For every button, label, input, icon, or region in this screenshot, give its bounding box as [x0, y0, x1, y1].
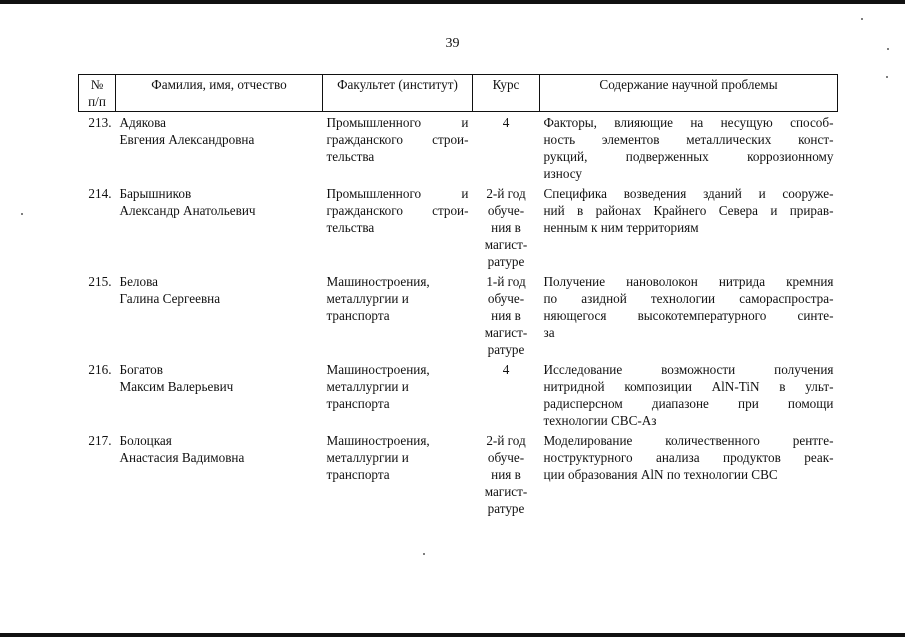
problem-description-line: Получение нановолокон нитрида кремния — [543, 274, 834, 289]
row-number — [79, 183, 116, 271]
course-line: обуче- — [487, 203, 525, 218]
problem-description-line: за — [543, 325, 555, 340]
table-row — [79, 271, 838, 359]
problem-description-line: Факторы, влияющие на несущую способ- — [543, 115, 834, 130]
faculty-line: металлургии и — [326, 379, 409, 394]
course-line: 4 — [502, 115, 510, 130]
problem-description-line: ненным к ним территориям — [543, 220, 699, 235]
course-line: обуче- — [487, 450, 525, 465]
course-line: магист- — [484, 325, 528, 340]
faculty-line: гражданского строи- — [326, 132, 469, 147]
faculty-line: Машиностроения, — [326, 274, 430, 289]
problem-description — [540, 430, 838, 530]
problem-description-line: Специфика возведения зданий и сооруже- — [543, 186, 834, 201]
person-name — [116, 112, 323, 184]
person-name-line: Максим Валерьевич — [119, 379, 234, 394]
course — [473, 271, 540, 359]
course — [473, 430, 540, 530]
problem-description — [540, 271, 838, 359]
top-scan-border — [0, 0, 905, 4]
course-line: обуче- — [487, 291, 525, 306]
table-row — [79, 183, 838, 271]
scan-speck — [861, 18, 863, 20]
faculty-line: транспорта — [326, 396, 390, 411]
person-name-line: Барышников — [119, 186, 192, 201]
person-name — [116, 430, 323, 530]
header-faculty-label: Факультет (институт) — [337, 77, 458, 92]
table-row — [79, 359, 838, 430]
header-problem-label: Содержание научной проблемы — [599, 77, 778, 92]
course-line: ния в — [491, 308, 521, 323]
course — [473, 359, 540, 430]
problem-description-line: няющегося высокотемпературного синте- — [543, 308, 834, 323]
row-number-text: 213. — [88, 115, 112, 130]
row-number — [79, 430, 116, 530]
problem-description-line: ность элементов металлических конст- — [543, 132, 834, 147]
table-row — [79, 112, 838, 184]
faculty — [323, 359, 473, 430]
scan-speck — [21, 213, 23, 215]
header-faculty — [323, 75, 473, 112]
course-line: ния в — [491, 467, 521, 482]
problem-description-line: радисперсном диапазоне при помощи — [543, 396, 834, 411]
problem-description — [540, 359, 838, 430]
person-name — [116, 359, 323, 430]
person-name-line: Галина Сергеевна — [119, 291, 221, 306]
problem-description-line: ноструктурного анализа продуктов реак- — [543, 450, 834, 465]
table-header-row — [79, 75, 838, 112]
course-line: 4 — [502, 362, 510, 377]
scan-speck — [423, 553, 425, 555]
course — [473, 183, 540, 271]
faculty — [323, 271, 473, 359]
faculty-line: Машиностроения, — [326, 362, 430, 377]
person-name — [116, 271, 323, 359]
person-name-line: Белова — [119, 274, 159, 289]
header-course — [473, 75, 540, 112]
person-name-line: Евгения Александровна — [119, 132, 255, 147]
person-name-line: Богатов — [119, 362, 163, 377]
faculty — [323, 430, 473, 530]
problem-description — [540, 112, 838, 184]
problem-description-line: Исследование возможности получения — [543, 362, 834, 377]
course-line: ратуре — [487, 501, 525, 516]
problem-description-line: технологии СВС-Аз — [543, 413, 657, 428]
header-name-label: Фамилия, имя, отчество — [151, 77, 287, 92]
course-line: магист- — [484, 484, 528, 499]
header-name — [116, 75, 323, 112]
row-number-text: 214. — [88, 186, 112, 201]
problem-description — [540, 183, 838, 271]
header-problem — [540, 75, 838, 112]
row-number-text: 215. — [88, 274, 112, 289]
problem-description-line: ний в районах Крайнего Севера и прирав- — [543, 203, 834, 218]
course-line: 2-й год — [486, 433, 526, 448]
person-name-line: Александр Анатольевич — [119, 203, 256, 218]
bottom-scan-border — [0, 633, 905, 637]
person-name-line: Болоцкая — [119, 433, 172, 448]
table-row — [79, 430, 838, 530]
header-course-label: Курс — [492, 77, 520, 92]
course-line: магист- — [484, 237, 528, 252]
course-line: 2-й год — [486, 186, 526, 201]
faculty — [323, 183, 473, 271]
faculty-line: Промышленного и — [326, 186, 469, 201]
faculty-line: транспорта — [326, 467, 390, 482]
person-name-line: Анастасия Вадимовна — [119, 450, 245, 465]
problem-description-line: нитридной композиции AlN-TiN в ульт- — [543, 379, 834, 394]
course — [473, 112, 540, 184]
row-number — [79, 112, 116, 184]
scan-speck — [886, 76, 888, 78]
faculty-line: тельства — [326, 220, 375, 235]
faculty-line: металлургии и — [326, 450, 409, 465]
page-number: 39 — [445, 36, 460, 51]
row-number-text: 216. — [88, 362, 112, 377]
row-number-text: 217. — [88, 433, 112, 448]
header-number — [79, 75, 116, 112]
course-line: 1-й год — [486, 274, 526, 289]
row-number — [79, 271, 116, 359]
faculty — [323, 112, 473, 184]
faculty-line: Промышленного и — [326, 115, 469, 130]
problem-description-line: рукций, подверженных коррозионному — [543, 149, 834, 164]
course-line: ратуре — [487, 254, 525, 269]
problem-description-line: износу — [543, 166, 583, 181]
problem-description-line: по азидной технологии самораспростра- — [543, 291, 834, 306]
problem-description-line: ции образования AlN по технологии СВС — [543, 467, 778, 482]
registry-table — [78, 74, 838, 530]
faculty-line: Машиностроения, — [326, 433, 430, 448]
faculty-line: тельства — [326, 149, 375, 164]
problem-description-line: Моделирование количественного рентге- — [543, 433, 834, 448]
course-line: ния в — [491, 220, 521, 235]
person-name-line: Адякова — [119, 115, 167, 130]
person-name — [116, 183, 323, 271]
faculty-line: транспорта — [326, 308, 390, 323]
faculty-line: гражданского строи- — [326, 203, 469, 218]
course-line: ратуре — [487, 342, 525, 357]
header-number-label: № п/п — [88, 77, 106, 109]
row-number — [79, 359, 116, 430]
faculty-line: металлургии и — [326, 291, 409, 306]
